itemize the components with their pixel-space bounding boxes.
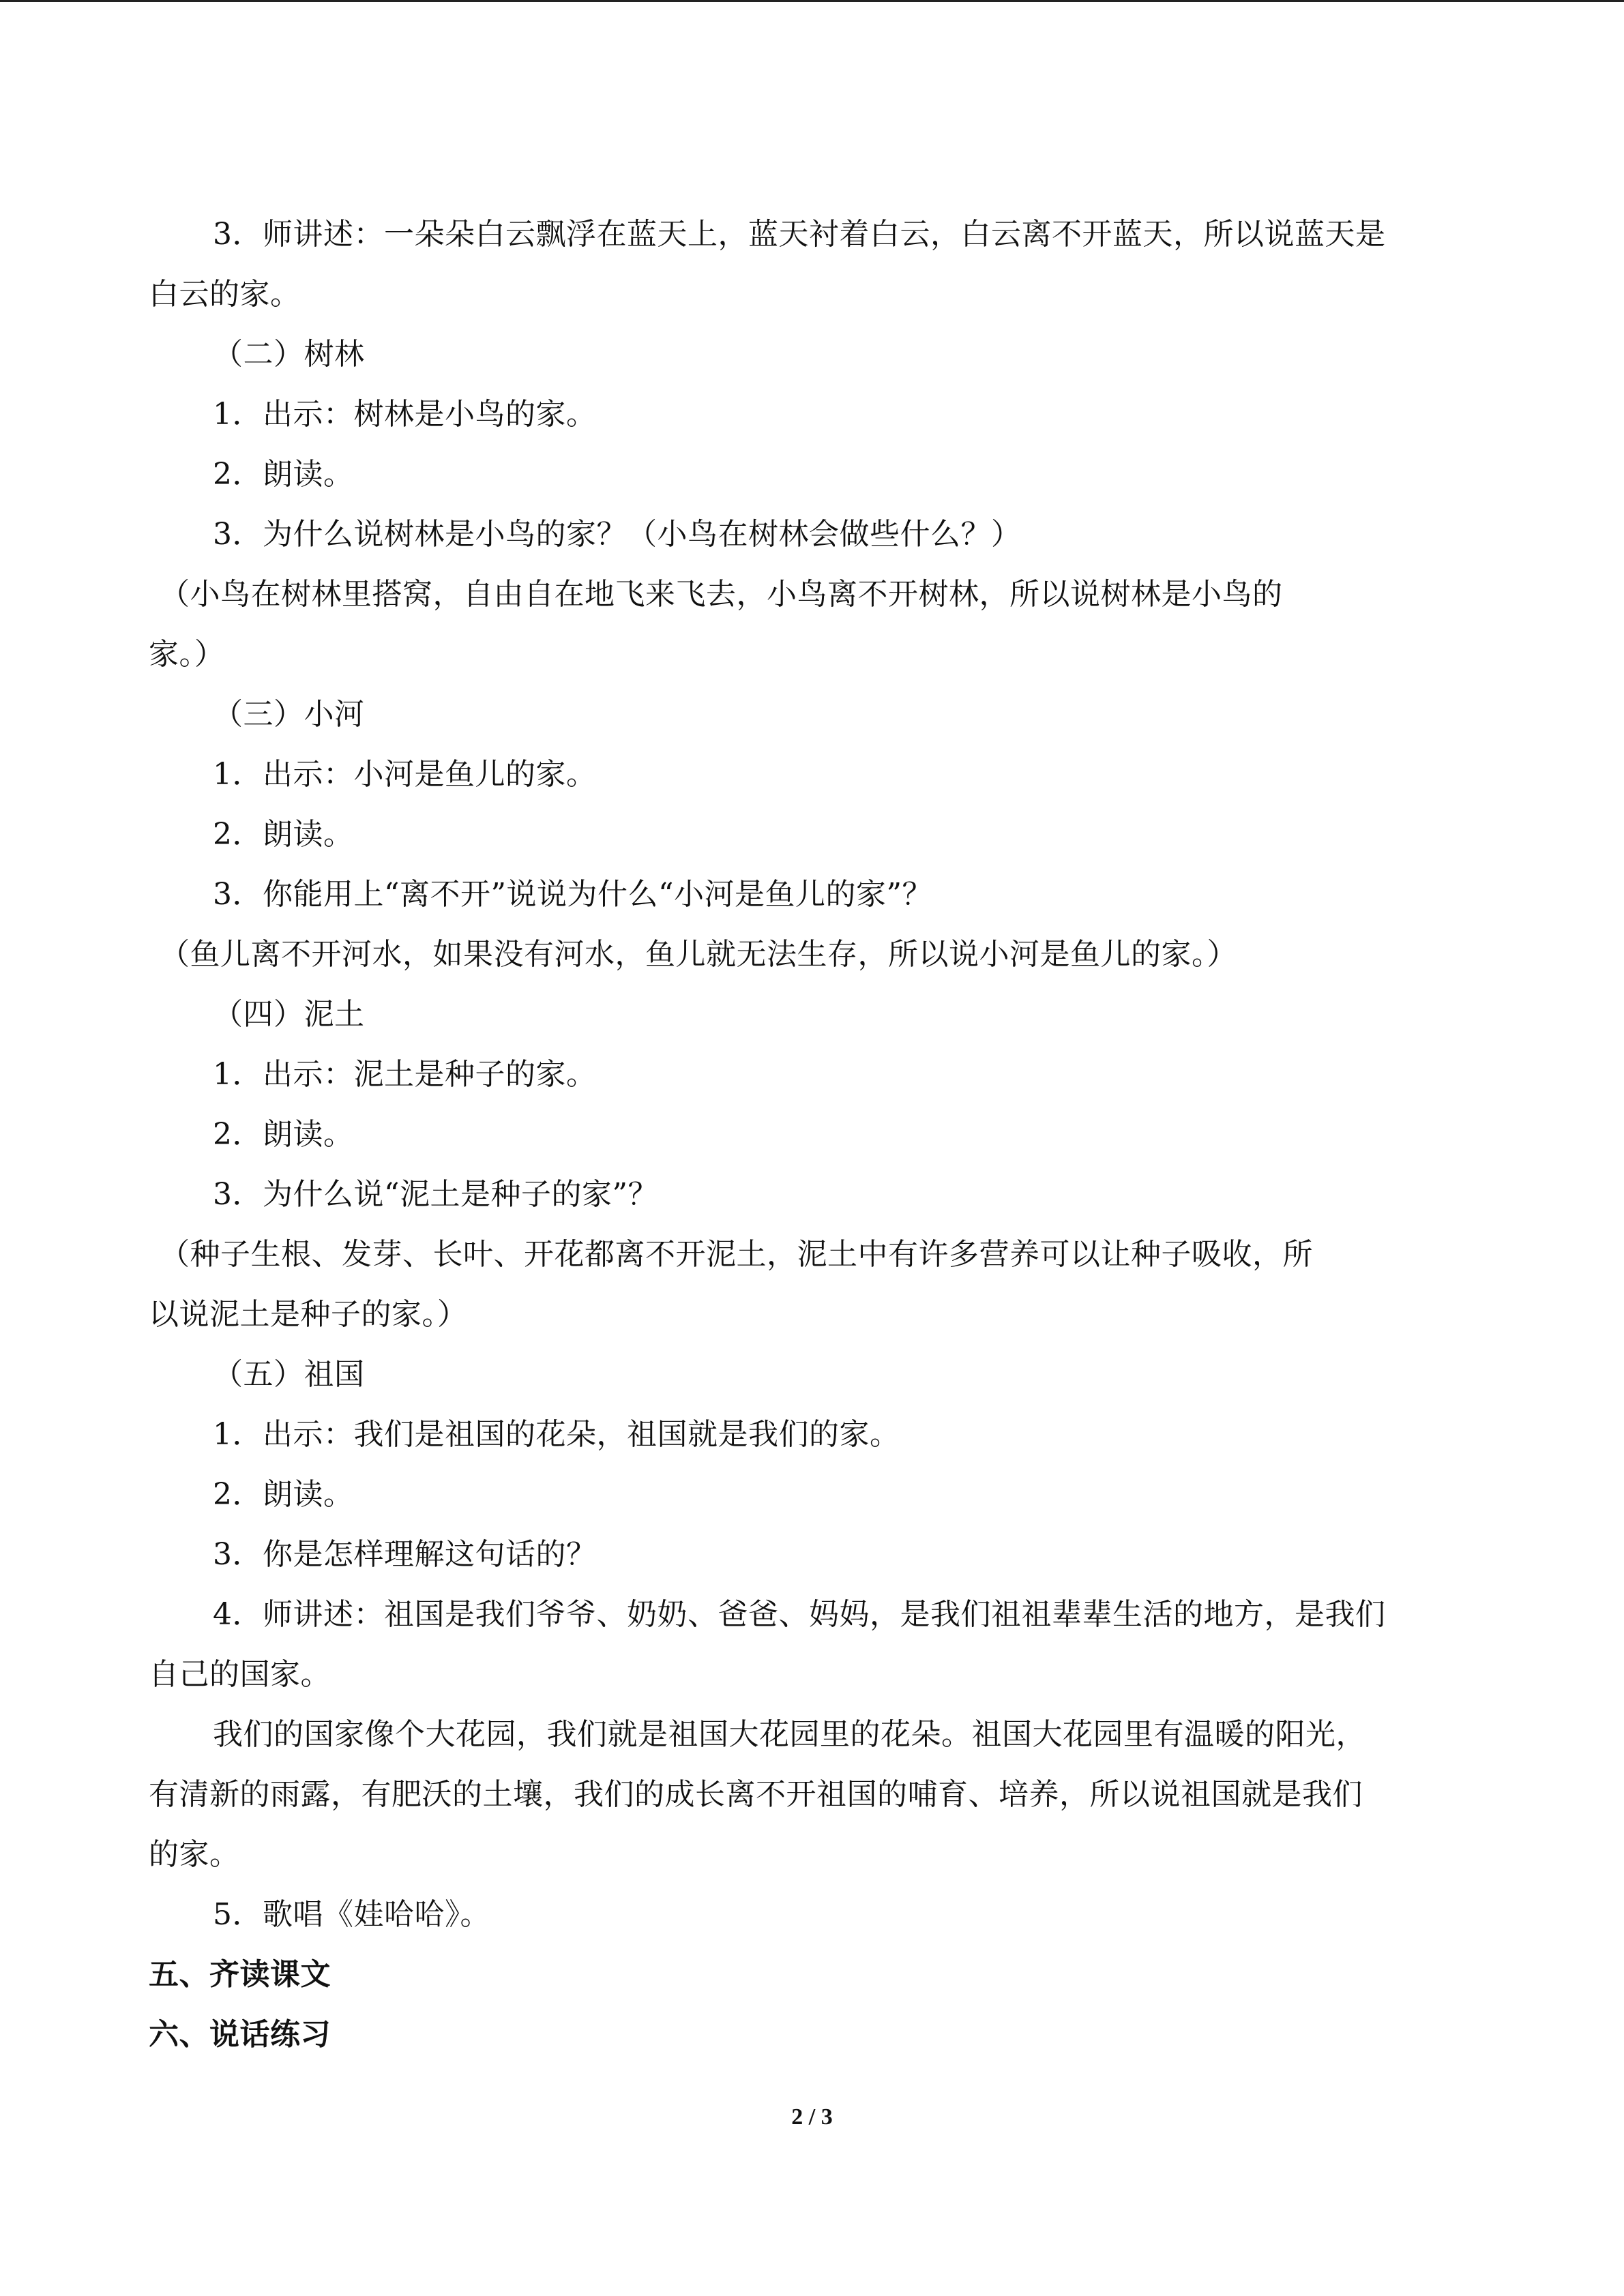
section-heading: 六、说话练习 xyxy=(149,2017,331,2052)
section-subheading: （二）树林 xyxy=(213,337,365,372)
paragraph-line: 有清新的雨露，有肥沃的土壤，我们的成长离不开祖国的哺育、培养，所以说祖国就是我们 xyxy=(149,1777,1363,1812)
document-body xyxy=(149,205,1479,2065)
paragraph-line: （种子生根、发芽、长叶、开花都离不开泥土，泥土中有许多营养可以让种子吸收，所 xyxy=(160,1237,1313,1272)
list-item: 2．朗读。 xyxy=(213,1117,354,1152)
paragraph-line: 家。） xyxy=(149,637,225,672)
paragraph-line: （鱼儿离不开河水，如果没有河水，鱼儿就无法生存，所以说小河是鱼儿的家。） xyxy=(160,937,1237,972)
paragraph-line: 3．师讲述：一朵朵白云飘浮在蓝天上，蓝天衬着白云，白云离不开蓝天，所以说蓝天是 xyxy=(213,217,1386,252)
list-item: 3．为什么说“泥土是种子的家”？ xyxy=(213,1177,658,1212)
list-item: 2．朗读。 xyxy=(213,1477,354,1512)
list-item: 3．为什么说树林是小鸟的家？（小鸟在树林会做些什么？） xyxy=(213,517,1022,552)
list-item: 1．出示：树林是小鸟的家。 xyxy=(213,397,597,432)
list-item: 2．朗读。 xyxy=(213,457,354,492)
page-top-border xyxy=(0,0,1624,2)
paragraph-line: 我们的国家像个大花园，我们就是祖国大花园里的花朵。祖国大花园里有温暖的阳光， xyxy=(213,1717,1366,1752)
list-item: 4．师讲述：祖国是我们爷爷、奶奶、爸爸、妈妈，是我们祖祖辈辈生活的地方，是我们 xyxy=(213,1597,1386,1632)
list-item: 1．出示：我们是祖国的花朵，祖国就是我们的家。 xyxy=(213,1417,900,1452)
paragraph-line: 白云的家。 xyxy=(149,277,301,312)
section-subheading: （五）祖国 xyxy=(213,1357,365,1392)
paragraph-line: （小鸟在树林里搭窝，自由自在地飞来飞去，小鸟离不开树林，所以说树林是小鸟的 xyxy=(160,577,1283,612)
paragraph-line: 自己的国家。 xyxy=(149,1657,331,1692)
paragraph-line: 以说泥土是种子的家。） xyxy=(149,1297,468,1332)
list-item: 1．出示：泥土是种子的家。 xyxy=(213,1057,597,1092)
list-item: 3．你是怎样理解这句话的？ xyxy=(213,1537,597,1572)
section-subheading: （四）泥土 xyxy=(213,997,365,1032)
list-item: 2．朗读。 xyxy=(213,817,354,852)
list-item: 5．歌唱《娃哈哈》。 xyxy=(213,1897,490,1932)
list-item: 3．你能用上“离不开”说说为什么“小河是鱼儿的家”？ xyxy=(213,877,932,912)
section-subheading: （三）小河 xyxy=(213,697,365,732)
section-heading: 五、齐读课文 xyxy=(149,1957,331,1992)
paragraph-line: 的家。 xyxy=(149,1837,240,1872)
page-number: 2 / 3 xyxy=(791,2104,833,2130)
list-item: 1．出示：小河是鱼儿的家。 xyxy=(213,757,597,792)
